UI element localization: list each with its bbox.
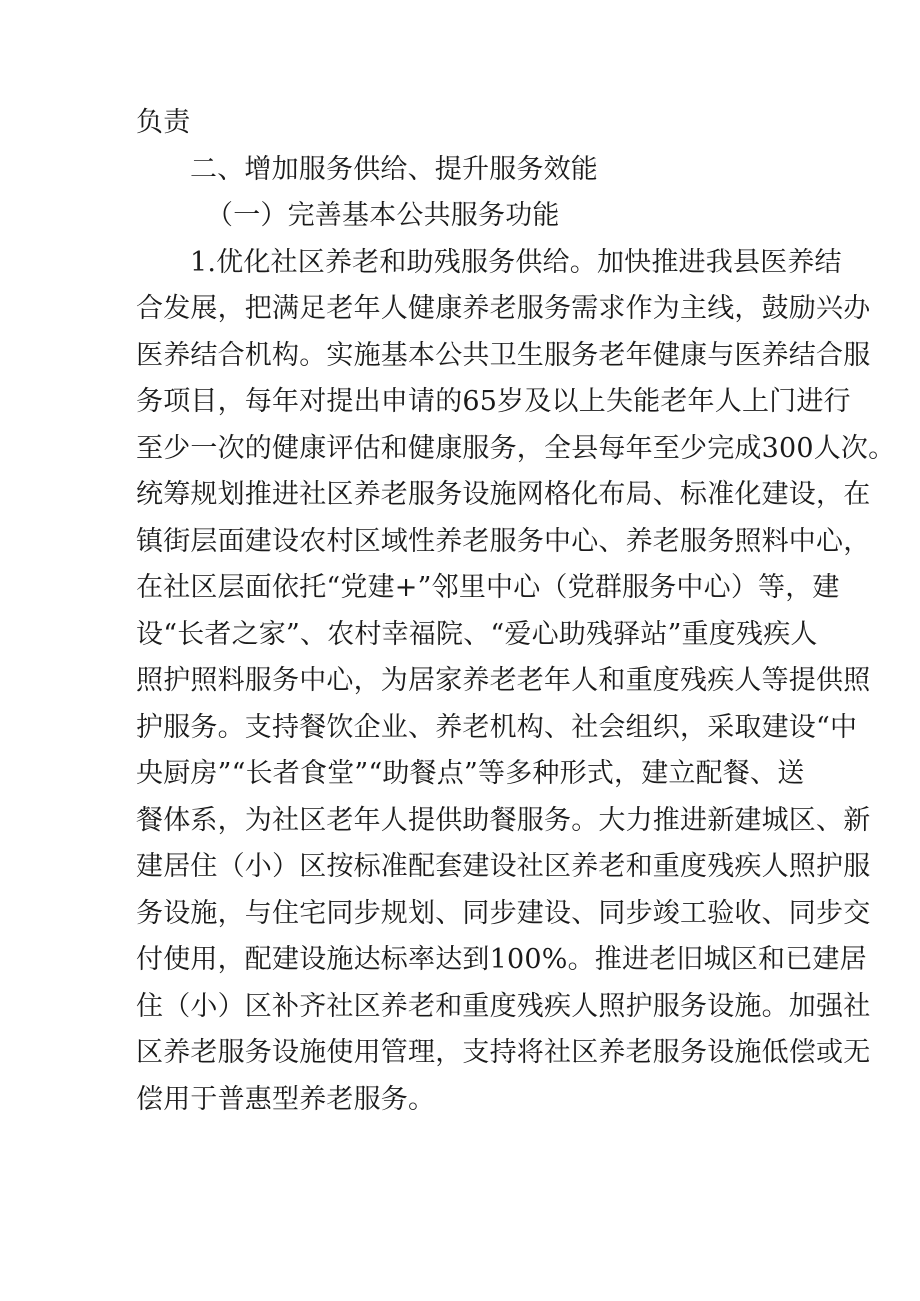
text-line-continuation: 负责 <box>136 107 191 138</box>
paragraph-line: 区养老服务设施使用管理，支持将社区养老服务设施低偿或无 <box>136 1037 871 1068</box>
paragraph-line: 镇街层面建设农村区域性养老服务中心、养老服务照料中心， <box>136 525 871 557</box>
paragraph-line: 付使用，配建设施达标率达到100%。推进老旧城区和已建居 <box>136 944 867 975</box>
paragraph-line: 至少一次的健康评估和健康服务，全县每年至少完成300人次。 <box>136 432 896 464</box>
paragraph-line: 住（小）区补齐社区养老和重度残疾人照护服务设施。加强社 <box>136 990 871 1022</box>
paragraph-first-line: 1.优化社区养老和助残服务供给。加快推进我县医养结 <box>190 246 842 278</box>
subsection-heading: （一）完善基本公共服务功能 <box>206 200 560 231</box>
paragraph-line: 护服务。支持餐饮企业、养老机构、社会组织，采取建设“中 <box>136 711 858 743</box>
paragraph-line: 照护照料服务中心，为居家养老老年人和重度残疾人等提供照 <box>136 665 871 696</box>
paragraph-line: 统筹规划推进社区养老服务设施网格化布局、标准化建设，在 <box>136 479 871 510</box>
paragraph-line: 在社区层面依托“党建+”邻里中心（党群服务中心）等，建 <box>136 572 840 603</box>
paragraph-line: 务设施，与住宅同步规划、同步建设、同步竣工验收、同步交 <box>136 897 871 929</box>
paragraph-line: 医养结合机构。实施基本公共卫生服务老年健康与医养结合服 <box>136 339 871 371</box>
document-body <box>136 100 896 1123</box>
paragraph-line: 合发展，把满足老年人健康养老服务需求作为主线，鼓励兴办 <box>136 293 871 324</box>
paragraph-line: 央厨房”“长者食堂”“助餐点”等多种形式，建立配餐、送 <box>136 758 805 789</box>
section-heading: 二、增加服务供给、提升服务效能 <box>190 153 598 185</box>
paragraph-last-line: 偿用于普惠型养老服务。 <box>136 1083 436 1115</box>
paragraph-line: 设“长者之家”、农村幸福院、“爱心助残驿站”重度残疾人 <box>136 618 818 650</box>
paragraph-line: 餐体系，为社区老年人提供助餐服务。大力推进新建城区、新 <box>136 804 871 836</box>
paragraph-line: 建居住（小）区按标准配套建设社区养老和重度残疾人照护服 <box>136 851 871 882</box>
paragraph-line: 务项目，每年对提出申请的65岁及以上失能老年人上门进行 <box>136 386 851 417</box>
